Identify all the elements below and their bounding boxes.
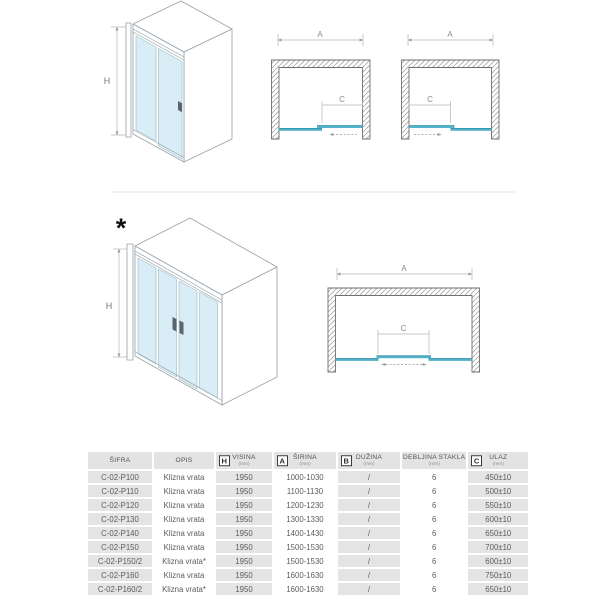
table-cell: /: [338, 527, 400, 539]
width-dimension-label: A: [447, 30, 453, 39]
table-cell: 450±10: [468, 471, 528, 483]
column-unit: (mm): [363, 461, 375, 467]
table-row: [88, 485, 528, 497]
plan-entry-center-drawing: [328, 264, 480, 372]
column-label: VISINA: [232, 453, 256, 461]
table-row: [88, 583, 528, 595]
glass-panel-fixed: [200, 292, 218, 398]
dimension-C: [378, 330, 429, 354]
table-cell: 650±10: [468, 583, 528, 595]
entry-dimension-label: C: [339, 95, 345, 104]
table-cell: 1950: [216, 513, 272, 525]
column-label: DEBLJINA STAKLA: [403, 453, 466, 461]
table-cell: 6: [402, 555, 466, 567]
table-cell: C-02-P100: [88, 471, 152, 483]
wall-profile-post: [127, 244, 133, 360]
side-face: [184, 29, 232, 162]
dimension-C: [322, 101, 363, 123]
iso-two-panel-drawing: [104, 1, 232, 162]
table-cell: 1400-1430: [274, 527, 336, 539]
plan-entry-right-drawing: [272, 30, 371, 139]
table-cell: 6: [402, 569, 466, 581]
column-unit: (mm): [299, 461, 311, 467]
table-cell: Klizna vrata: [154, 499, 214, 511]
table-cell: 6: [402, 471, 466, 483]
column-unit: (mm): [238, 461, 250, 467]
table-cell: 700±10: [468, 541, 528, 553]
table-cell: 1950: [216, 569, 272, 581]
column-unit: (mm): [492, 461, 504, 467]
entry-dimension-label: C: [400, 324, 407, 333]
table-cell: 6: [402, 583, 466, 595]
table-cell: C-02-P160: [88, 569, 152, 581]
table-cell: 1500-1530: [274, 555, 336, 567]
table-cell: 550±10: [468, 499, 528, 511]
table-cell: Klizna vrata: [154, 513, 214, 525]
table-cell: 1300-1330: [274, 513, 336, 525]
table-cell: Klizna vrata: [154, 527, 214, 539]
width-dimension-label: A: [317, 30, 323, 39]
table-row: [88, 555, 528, 567]
table-cell: 1950: [216, 555, 272, 567]
table-cell: 6: [402, 485, 466, 497]
table-cell: 1500-1530: [274, 541, 336, 553]
table-cell: 1950: [216, 527, 272, 539]
table-cell: 1000-1030: [274, 471, 336, 483]
table-row: [88, 541, 528, 553]
dimension-letter-box: A: [277, 455, 289, 467]
table-cell: 1200-1230: [274, 499, 336, 511]
entry-dimension-label: C: [427, 95, 433, 104]
dimension-letter-box: B: [341, 455, 353, 467]
glass-panel-fixed: [138, 258, 156, 364]
table-cell: /: [338, 555, 400, 567]
table-cell: Klizna vrata*: [154, 583, 214, 595]
column-label: DUŽINA: [355, 453, 383, 461]
table-cell: 1100-1130: [274, 485, 336, 497]
dimension-letter-box: C: [471, 455, 483, 467]
door-handle: [180, 321, 184, 336]
column-unit: (mm): [428, 461, 440, 467]
iso-four-panel-drawing: [106, 213, 277, 405]
table-cell: C-02-P120: [88, 499, 152, 511]
table-cell: C-02-P150/2: [88, 555, 152, 567]
column-label: OPIS: [175, 456, 193, 464]
table-cell: 600±10: [468, 513, 528, 525]
height-dimension-label: H: [105, 301, 113, 311]
table-cell: Klizna vrata: [154, 485, 214, 497]
variant-asterisk-marker: *: [115, 213, 127, 243]
dimension-C: [409, 101, 451, 123]
column-label: ŠIFRA: [109, 456, 131, 464]
table-row: [88, 513, 528, 525]
column-label: ŠIRINA: [293, 453, 317, 461]
table-cell: 6: [402, 541, 466, 553]
glass-panel-sliding: [179, 281, 197, 389]
table-cell: 1950: [216, 583, 272, 595]
table-cell: 1950: [216, 471, 272, 483]
table-cell: C-02-P110: [88, 485, 152, 497]
column-header: [468, 452, 528, 469]
column-header: [216, 452, 272, 469]
table-cell: C-02-P140: [88, 527, 152, 539]
width-dimension-label: A: [401, 264, 407, 273]
table-cell: C-02-P130: [88, 513, 152, 525]
table-cell: 6: [402, 513, 466, 525]
table-cell: 6: [402, 499, 466, 511]
table-cell: /: [338, 499, 400, 511]
table-cell: 1950: [216, 485, 272, 497]
spec-table: [86, 450, 530, 597]
table-row: [88, 527, 528, 539]
table-cell: 600±10: [468, 555, 528, 567]
table-cell: 750±10: [468, 569, 528, 581]
column-label: ULAZ: [489, 453, 508, 461]
glass-panel-fixed: [136, 36, 156, 141]
table-cell: 1950: [216, 541, 272, 553]
table-cell: C-02-P160/2: [88, 583, 152, 595]
column-header: [402, 452, 466, 469]
table-cell: /: [338, 513, 400, 525]
table-cell: Klizna vrata: [154, 541, 214, 553]
table-cell: 1600-1630: [274, 569, 336, 581]
table-cell: 6: [402, 527, 466, 539]
column-header: [338, 452, 400, 469]
spec-table-wrap: [86, 450, 530, 597]
table-cell: /: [338, 569, 400, 581]
table-cell: /: [338, 583, 400, 595]
table-row: [88, 499, 528, 511]
table-cell: 500±10: [468, 485, 528, 497]
height-dimension-label: H: [103, 76, 111, 86]
door-handle: [173, 317, 177, 332]
dimension-H: [113, 249, 128, 357]
table-cell: 650±10: [468, 527, 528, 539]
wall-profile-post: [126, 23, 131, 137]
column-header: [154, 452, 214, 469]
column-header: [274, 452, 336, 469]
table-cell: 1950: [216, 499, 272, 511]
table-cell: Klizna vrata*: [154, 555, 214, 567]
table-cell: Klizna vrata: [154, 569, 214, 581]
dimension-letter-box: H: [219, 455, 231, 467]
table-cell: /: [338, 541, 400, 553]
table-row: [88, 471, 528, 483]
table-cell: /: [338, 471, 400, 483]
column-header: [88, 452, 152, 469]
spec-table-body: [88, 471, 528, 595]
table-cell: Klizna vrata: [154, 471, 214, 483]
table-cell: 1600-1630: [274, 583, 336, 595]
spec-table-header: [88, 452, 528, 469]
table-cell: C-02-P150: [88, 541, 152, 553]
plan-entry-left-drawing: [402, 30, 500, 139]
table-cell: /: [338, 485, 400, 497]
table-row: [88, 569, 528, 581]
